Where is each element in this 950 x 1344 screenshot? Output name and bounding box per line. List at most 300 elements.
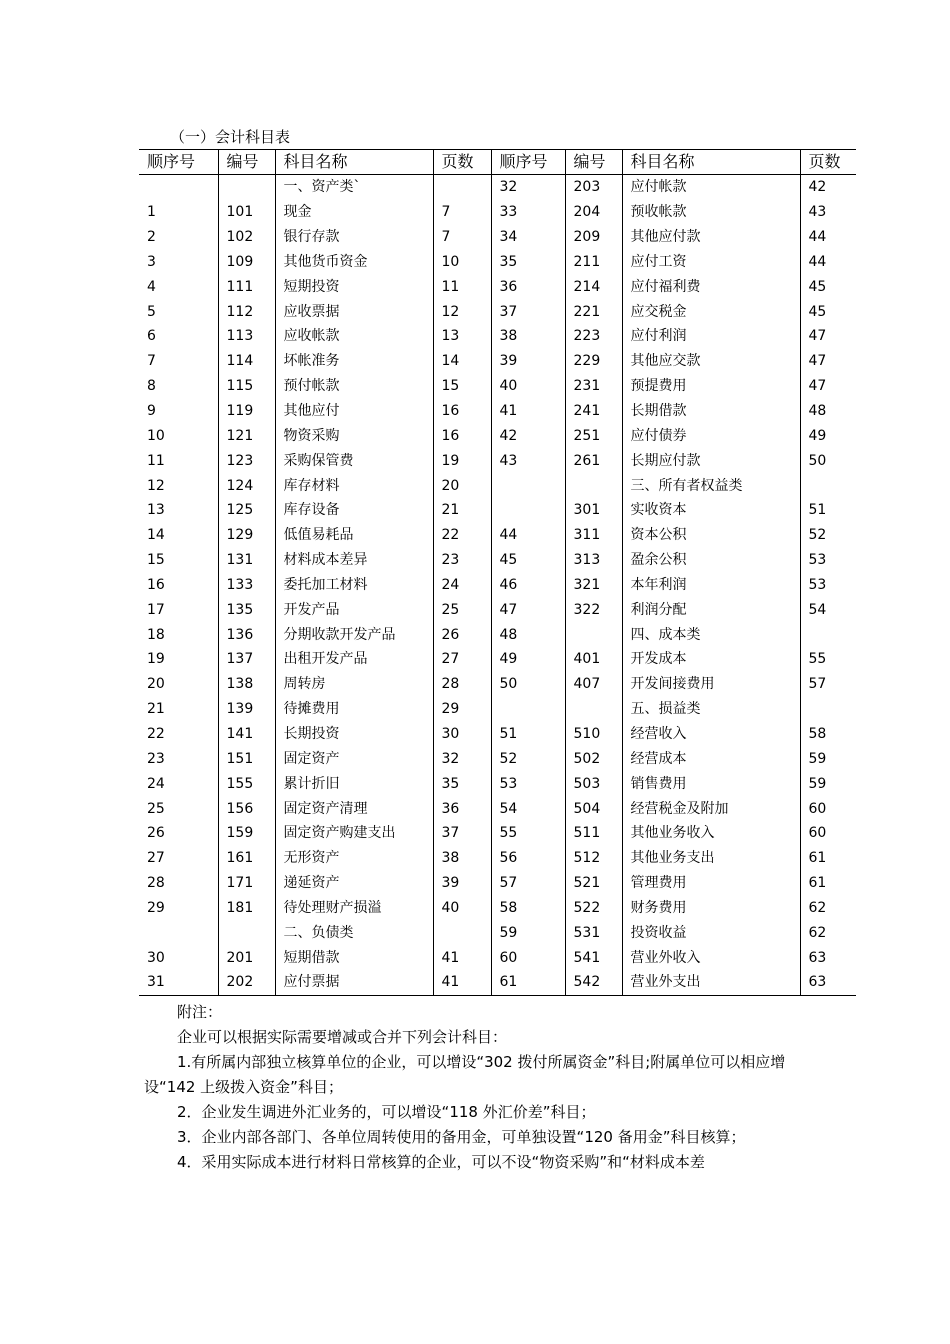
seq-cell [491,697,565,722]
account-name-cell: 管理费用 [622,871,800,896]
page-cell: 14 [433,349,491,374]
account-name-cell: 实收资本 [622,498,800,523]
seq-cell: 39 [491,349,565,374]
code-cell: 109 [218,250,275,275]
page-cell [800,697,856,722]
column-header: 顺序号 [139,150,218,175]
code-cell [565,473,622,498]
table-row [139,821,856,846]
code-cell: 161 [218,846,275,871]
page-cell: 44 [800,225,856,250]
page-cell: 43 [800,200,856,225]
seq-cell: 11 [147,452,165,469]
account-name-cell: 应付利润 [622,324,800,349]
table-row [139,970,856,995]
account-name-cell: 库存设备 [275,498,433,523]
account-name-cell: 开发间接费用 [622,672,800,697]
code-cell: 102 [218,225,275,250]
seq-cell: 26 [147,825,165,842]
account-name-cell: 长期应付款 [622,448,800,473]
column-header: 页数 [800,150,856,175]
seq-cell: 15 [147,552,165,569]
seq-cell: 22 [147,725,165,742]
code-cell: 125 [218,498,275,523]
column-header: 编号 [218,150,275,175]
code-cell: 211 [565,250,622,275]
page-cell: 21 [433,498,491,523]
notes-heading: 附注： [177,1003,223,1021]
page-cell: 39 [433,871,491,896]
account-name-cell: 预付帐款 [275,374,433,399]
code-cell: 311 [565,523,622,548]
page-cell: 28 [433,672,491,697]
code-cell: 131 [218,548,275,573]
seq-cell: 58 [491,895,565,920]
account-name-cell: 预收帐款 [622,200,800,225]
code-cell: 202 [218,970,275,995]
seq-cell: 49 [491,647,565,672]
seq-cell: 29 [147,899,165,916]
account-name-cell: 银行存款 [275,225,433,250]
account-name-cell: 固定资产清理 [275,796,433,821]
seq-cell: 50 [491,672,565,697]
code-cell: 511 [565,821,622,846]
account-name-cell: 物资采购 [275,423,433,448]
seq-cell: 6 [147,328,156,345]
code-cell: 261 [565,448,622,473]
code-cell: 531 [565,920,622,945]
table-row [139,498,856,523]
page-cell: 23 [433,548,491,573]
seq-cell: 34 [491,225,565,250]
page-cell: 60 [800,796,856,821]
seq-cell: 5 [147,303,156,320]
code-cell: 209 [565,225,622,250]
page-cell: 40 [433,895,491,920]
code-cell: 313 [565,548,622,573]
page-cell: 58 [800,722,856,747]
code-cell: 401 [565,647,622,672]
code-cell: 123 [218,448,275,473]
seq-cell: 4 [147,278,156,295]
account-name-cell: 营业外收入 [622,945,800,970]
page-cell: 37 [433,821,491,846]
page-cell: 59 [800,746,856,771]
account-name-cell: 其他应付款 [622,225,800,250]
page-cell: 16 [433,423,491,448]
table-row [139,697,856,722]
account-name-cell: 经营税金及附加 [622,796,800,821]
account-name-cell: 盈余公积 [622,548,800,573]
seq-cell: 16 [147,576,165,593]
seq-cell: 54 [491,796,565,821]
page-cell: 30 [433,722,491,747]
code-cell: 503 [565,771,622,796]
seq-cell: 10 [147,427,165,444]
page-cell: 20 [433,473,491,498]
account-name-cell: 材料成本差异 [275,548,433,573]
account-name-cell: 待摊费用 [275,697,433,722]
page-cell: 38 [433,846,491,871]
account-name-cell: 现金 [275,200,433,225]
table-row [139,920,856,945]
page-cell: 29 [433,697,491,722]
page-cell: 53 [800,548,856,573]
table-row [139,274,856,299]
seq-cell: 7 [147,353,156,370]
account-name-cell: 应付福利费 [622,274,800,299]
account-name-cell: 营业外支出 [622,970,800,995]
page-cell: 52 [800,523,856,548]
table-row [139,200,856,225]
page-cell: 26 [433,622,491,647]
seq-cell [139,920,218,945]
page-cell [800,622,856,647]
account-name-cell: 应付帐款 [622,175,800,200]
account-name-cell: 短期借款 [275,945,433,970]
column-header: 页数 [433,150,491,175]
table-row [139,399,856,424]
page-cell: 55 [800,647,856,672]
account-name-cell: 预提费用 [622,374,800,399]
page-cell: 19 [433,448,491,473]
page-cell: 63 [800,945,856,970]
table-row [139,299,856,324]
seq-cell: 38 [491,324,565,349]
seq-cell: 51 [491,722,565,747]
account-name-cell: 应付工资 [622,250,800,275]
seq-cell: 59 [491,920,565,945]
seq-cell: 17 [147,601,165,618]
code-cell: 321 [565,573,622,598]
seq-cell: 41 [491,399,565,424]
account-name-cell: 其他业务支出 [622,846,800,871]
account-name-cell: 委托加工材料 [275,573,433,598]
table-row [139,722,856,747]
page-cell: 41 [433,945,491,970]
page-cell: 54 [800,597,856,622]
code-cell: 129 [218,523,275,548]
table-row [139,548,856,573]
page-cell: 59 [800,771,856,796]
seq-cell: 20 [147,676,165,693]
code-cell: 521 [565,871,622,896]
page-cell: 53 [800,573,856,598]
table-row [139,175,856,200]
code-cell: 510 [565,722,622,747]
account-name-cell: 开发产品 [275,597,433,622]
accounts-table [139,149,856,996]
account-name-cell: 应收票据 [275,299,433,324]
code-cell: 203 [565,175,622,200]
code-cell: 155 [218,771,275,796]
table-body [139,175,856,996]
page-cell: 47 [800,374,856,399]
account-name-cell: 经营成本 [622,746,800,771]
account-name-cell: 其他应交款 [622,349,800,374]
account-name-cell: 应付债券 [622,423,800,448]
code-cell: 301 [565,498,622,523]
page-cell: 61 [800,846,856,871]
table-row [139,423,856,448]
code-cell: 111 [218,274,275,299]
note-item: 2．企业发生调进外汇业务的，可以增设“118 外汇价差”科目； [177,1103,596,1121]
note-item: 4．采用实际成本进行材料日常核算的企业，可以不设“物资采购”和“材料成本差 [177,1153,705,1171]
seq-cell [491,473,565,498]
seq-cell: 32 [491,175,565,200]
seq-cell: 55 [491,821,565,846]
page-cell: 32 [433,746,491,771]
page-cell: 48 [800,399,856,424]
page-title: （一）会计科目表 [170,128,291,146]
seq-cell: 48 [491,622,565,647]
account-name-cell: 三、所有者权益类 [622,473,800,498]
table-row [139,895,856,920]
seq-cell: 57 [491,871,565,896]
seq-cell [491,498,565,523]
seq-cell: 28 [147,875,165,892]
code-cell: 522 [565,895,622,920]
code-cell: 135 [218,597,275,622]
seq-cell: 36 [491,274,565,299]
account-name-cell: 其他业务收入 [622,821,800,846]
table-row [139,225,856,250]
code-cell: 201 [218,945,275,970]
notes-intro: 企业可以根据实际需要增减或合并下列会计科目： [177,1028,508,1046]
code-cell: 181 [218,895,275,920]
page-cell: 41 [433,970,491,995]
code-cell: 231 [565,374,622,399]
seq-cell: 19 [147,651,165,668]
code-cell [565,697,622,722]
account-name-cell: 分期收款开发产品 [275,622,433,647]
note-item: 3．企业内部各部门、各单位周转使用的备用金，可单独设置“120 备用金”科目核算； [177,1128,746,1146]
seq-cell: 44 [491,523,565,548]
seq-cell: 47 [491,597,565,622]
code-cell: 229 [565,349,622,374]
page-cell: 49 [800,423,856,448]
code-cell: 322 [565,597,622,622]
account-name-cell: 财务费用 [622,895,800,920]
account-name-cell: 资本公积 [622,523,800,548]
seq-cell: 21 [147,701,165,718]
account-name-cell: 应交税金 [622,299,800,324]
code-cell: 133 [218,573,275,598]
seq-cell: 43 [491,448,565,473]
note-item: 1.有所属内部独立核算单位的企业，可以增设“302 拨付所属资金”科目;附属单位可以相应增设“142 上级拨入资金”科目； [144,1053,786,1096]
account-name-cell: 一、资产类` [275,175,433,200]
page-cell: 57 [800,672,856,697]
code-cell: 137 [218,647,275,672]
page-cell: 10 [433,250,491,275]
page-cell [433,920,491,945]
page-cell: 22 [433,523,491,548]
code-cell: 541 [565,945,622,970]
seq-cell: 53 [491,771,565,796]
seq-cell: 52 [491,746,565,771]
table-row [139,473,856,498]
account-name-cell: 出租开发产品 [275,647,433,672]
code-cell: 221 [565,299,622,324]
page-cell: 62 [800,920,856,945]
seq-cell: 42 [491,423,565,448]
table-row [139,448,856,473]
seq-cell: 2 [147,229,156,246]
account-name-cell: 应收帐款 [275,324,433,349]
page-cell [433,175,491,200]
account-name-cell: 利润分配 [622,597,800,622]
code-cell: 121 [218,423,275,448]
account-name-cell: 其他应付 [275,399,433,424]
table-row [139,846,856,871]
account-name-cell: 累计折旧 [275,771,433,796]
seq-cell: 12 [147,477,165,494]
seq-cell: 24 [147,775,165,792]
account-name-cell: 四、成本类 [622,622,800,647]
page-cell: 51 [800,498,856,523]
table-row [139,622,856,647]
code-cell: 502 [565,746,622,771]
column-header: 编号 [565,150,622,175]
seq-cell: 30 [147,949,165,966]
code-cell: 156 [218,796,275,821]
code-cell [218,920,275,945]
account-name-cell: 销售费用 [622,771,800,796]
code-cell: 214 [565,274,622,299]
table-row [139,796,856,821]
page-cell: 12 [433,299,491,324]
table-row [139,871,856,896]
page-cell: 11 [433,274,491,299]
account-name-cell: 固定资产 [275,746,433,771]
account-name-cell: 库存材料 [275,473,433,498]
notes-section [144,1000,804,1175]
code-cell: 151 [218,746,275,771]
page-cell: 35 [433,771,491,796]
code-cell: 407 [565,672,622,697]
seq-cell: 13 [147,502,165,519]
account-name-cell: 本年利润 [622,573,800,598]
code-cell: 119 [218,399,275,424]
account-name-cell: 二、负债类 [275,920,433,945]
code-cell: 204 [565,200,622,225]
page-cell: 16 [433,399,491,424]
page-cell: 27 [433,647,491,672]
seq-cell: 45 [491,548,565,573]
table-row [139,349,856,374]
code-cell: 113 [218,324,275,349]
table-row [139,250,856,275]
account-name-cell: 开发成本 [622,647,800,672]
code-cell: 115 [218,374,275,399]
page-cell: 24 [433,573,491,598]
page-cell: 45 [800,274,856,299]
seq-cell: 8 [147,378,156,395]
seq-cell: 1 [147,204,156,221]
page-cell: 45 [800,299,856,324]
table-row [139,647,856,672]
page-cell: 63 [800,970,856,995]
seq-cell: 3 [147,253,156,270]
seq-cell: 9 [147,403,156,420]
code-cell: 112 [218,299,275,324]
seq-cell: 33 [491,200,565,225]
account-name-cell: 长期借款 [622,399,800,424]
seq-cell: 40 [491,374,565,399]
code-cell: 171 [218,871,275,896]
seq-cell: 56 [491,846,565,871]
seq-cell: 60 [491,945,565,970]
page-cell [800,473,856,498]
account-name-cell: 低值易耗品 [275,523,433,548]
seq-cell: 61 [491,970,565,995]
account-name-cell: 坏帐准务 [275,349,433,374]
account-name-cell: 应付票据 [275,970,433,995]
account-name-cell: 待处理财产损溢 [275,895,433,920]
column-header: 科目名称 [275,150,433,175]
table-row [139,672,856,697]
code-cell: 124 [218,473,275,498]
page-cell: 42 [800,175,856,200]
code-cell: 141 [218,722,275,747]
table-row [139,771,856,796]
page-cell: 50 [800,448,856,473]
seq-cell: 14 [147,527,165,544]
account-name-cell: 其他货币资金 [275,250,433,275]
seq-cell: 25 [147,800,165,817]
column-header: 科目名称 [622,150,800,175]
page-cell: 44 [800,250,856,275]
account-name-cell: 经营收入 [622,722,800,747]
account-name-cell: 采购保管费 [275,448,433,473]
seq-cell: 23 [147,750,165,767]
code-cell: 223 [565,324,622,349]
table-header-row [139,150,856,175]
seq-cell: 35 [491,250,565,275]
seq-cell: 46 [491,573,565,598]
table-row [139,324,856,349]
code-cell: 251 [565,423,622,448]
code-cell: 542 [565,970,622,995]
account-name-cell: 长期投资 [275,722,433,747]
code-cell [218,175,275,200]
page-cell: 25 [433,597,491,622]
seq-cell: 31 [139,970,218,995]
account-name-cell: 短期投资 [275,274,433,299]
account-name-cell: 投资收益 [622,920,800,945]
account-name-cell: 无形资产 [275,846,433,871]
seq-cell: 18 [147,626,165,643]
code-cell: 101 [218,200,275,225]
table-row [139,746,856,771]
table-row [139,523,856,548]
page-cell: 47 [800,324,856,349]
page-cell: 13 [433,324,491,349]
code-cell: 138 [218,672,275,697]
code-cell [565,622,622,647]
code-cell: 139 [218,697,275,722]
page-cell: 7 [433,200,491,225]
page-cell: 15 [433,374,491,399]
page-cell: 7 [433,225,491,250]
code-cell: 159 [218,821,275,846]
code-cell: 114 [218,349,275,374]
page-cell: 62 [800,895,856,920]
account-name-cell: 周转房 [275,672,433,697]
code-cell: 512 [565,846,622,871]
seq-cell: 27 [147,850,165,867]
code-cell: 241 [565,399,622,424]
